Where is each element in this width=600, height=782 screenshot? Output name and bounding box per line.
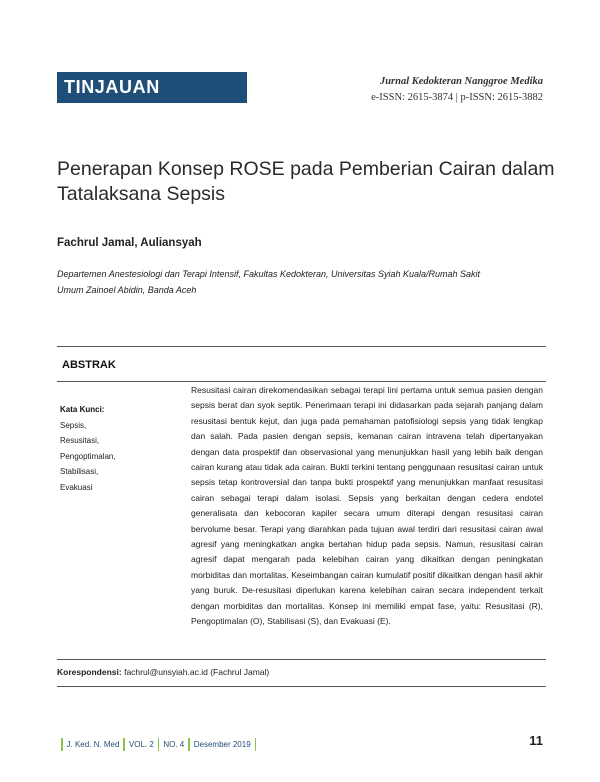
footer-volume: VOL. 2 [128,740,154,749]
title-line-2: Tatalaksana Sepsis [57,183,226,205]
footer-separator [123,738,125,751]
journal-name: Jurnal Kedokteran Nanggroe Medika [379,76,543,87]
keyword-item: Pengoptimalan, [60,451,116,461]
abstract-text: Resusitasi cairan direkomendasikan sebagai terapi lini pertama untuk semua pasien dengan sepsis berat dan syok septik. Penerimaan terapi ini didasarkan pada sejarah panjang dalam resusitasi bentuk kejut, dan juga pada pemahaman patofisiologi sepsis yang tidak lengkap dan salah. Pada pasien dengan sepsis, kemanan cairan intravena telah dipertanyakan dengan data prospektif dan observasional yang menunjukkan hasil yang lebih baik dengan cairan kurang atau tidak ada cairan. Bukti terkini tentang penggunaan resusitasi cairan untuk sepsis tetap kontroversial dan tanpa bukti prospektif yang menunjukkan manfaat resusitasi cairan sebagai terapi dalam isolasi. Sepsis yang berkaitan dengan cedera endotel generalisata dan kebocoran kapiler secara umum diterapi dengan resusitasi cairan bervolume besar. Terapi yang diarahkan pada tujuan awal terdiri dari resusitasi cairan awal agresif yang meningkatkan angka bertahan hidup pada sepsis. Namun, resusitasi cairan agresif dapat mengarah pada kelebihan cairan yang dikaitkan dengan peningkatan morbiditas dan mortalitas. Keseimbangan cairan kumulatif positif dikaitkan dengan hasil akhir yang buruk. De-resusitasi diperlukan karena kelebihan cairan secara independent terkait dengan morbiditas dan mortalitas. Konsep ini memiliki empat fase, yaitu: Resusitasi (R), Pengoptimalan (O), Stabilisasi (S), dan Evakuasi (E). [191,385,543,627]
keywords-label: Kata Kunci: [60,405,105,414]
correspondence [57,667,269,677]
keywords [60,402,180,495]
authors: Fachrul Jamal, Auliansyah [57,237,202,249]
affiliation [57,267,537,298]
keyword-item: Resusitasi, [60,436,100,445]
affiliation-line-2: Umum Zainoel Abidin, Banda Aceh [57,284,197,295]
footer [57,738,260,751]
footer-separator [158,738,160,751]
keyword-item: Evakuasi [60,482,93,492]
keyword-item: Stabilisasi, [60,467,99,476]
page-number: 11 [529,733,543,748]
issn: e-ISSN: 2615-3874 | p-ISSN: 2615-3882 [371,92,543,103]
keyword-item: Sepsis, [60,420,87,430]
abstract-heading: ABSTRAK [62,359,116,371]
footer-journal: J. Ked. N. Med [66,740,120,749]
correspondence-label: Korespondensi: [57,667,122,677]
footer-separator [255,738,257,751]
footer-date: Desember 2019 [193,740,251,749]
section-label: TINJAUAN PUSTAKA [57,72,247,103]
footer-separator [61,738,63,751]
affiliation-line-1: Departemen Anestesiologi dan Terapi Intensif, Fakultas Kedokteran, Universitas Syiah Kuala/Rumah Sakit [57,269,481,279]
correspondence-email[interactable]: fachrul@unsyiah.ac.id (Fachrul Jamal) [124,667,270,677]
footer-separator [188,738,190,751]
divider [57,686,546,687]
title-line-1: Penerapan Konsep ROSE pada Pemberian Cairan dalam [57,158,555,180]
abstract-section [57,346,546,660]
paper-title [57,157,557,207]
abstract-divider [57,381,546,382]
footer-number: NO. 4 [163,740,185,749]
